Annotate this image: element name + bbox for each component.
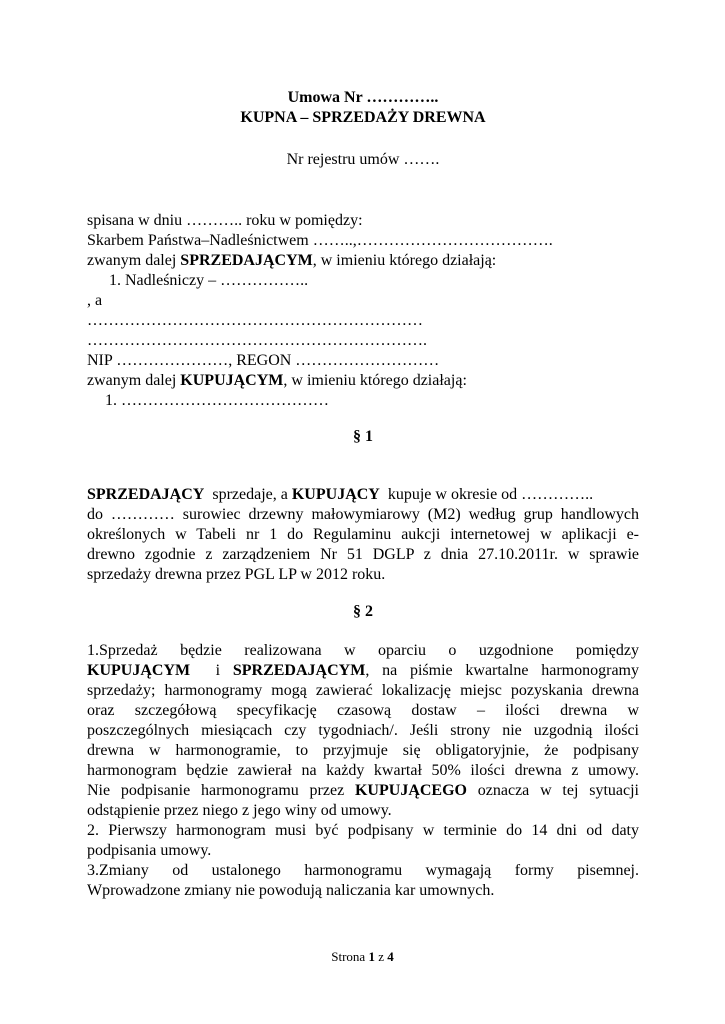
text-span: , w imieniu którego działają:	[283, 372, 467, 389]
paragraph-line: określonych w Tabeli nr 1 do Regulaminu aukcji internetowej w aplikacji e-	[87, 526, 639, 543]
buyer-term: KUPUJĄCY	[291, 486, 380, 503]
section-1-heading: § 1	[353, 428, 373, 445]
paragraph-line: oraz szczegółową specyfikację czasową dostaw – ilości drewna w	[87, 702, 639, 719]
parties-line: ………………………………………………………	[87, 312, 423, 329]
parties-line: 1. …………………………………	[105, 392, 329, 409]
buyer-term: KUPUJĄCEGO	[354, 782, 467, 799]
paragraph-line: do ………… surowiec drzewny małowymiarowy (M2) według grup handlowych	[87, 506, 639, 523]
paragraph-line: 2. Pierwszy harmonogram musi być podpisany w terminie do 14 dni od daty	[87, 822, 639, 839]
seller-term: SPRZEDAJĄCYM	[232, 662, 366, 679]
paragraph-line: poszczególnych miesiącach czy tygodniach/. Jeśli strony nie uzgodnią ilości	[87, 722, 639, 739]
paragraph-line: sprzedaży; harmonogramy mogą zawierać lokalizację miejsc pozyskania drewna	[87, 682, 639, 699]
paragraph-line: odstąpienie przez niego z jego winy od umowy.	[87, 802, 392, 819]
paragraph-line: sprzedaży drewna przez PGL LP w 2012 roku.	[87, 566, 386, 583]
section-1-paragraph	[87, 485, 639, 585]
text-span: , na piśmie kwartalne harmonogramy	[365, 662, 639, 679]
section-2-paragraph	[87, 641, 639, 901]
text-span: , w imieniu którego działają:	[312, 252, 497, 269]
paragraph-line: Wprowadzone zmiany nie powodują naliczania kar umownych.	[87, 882, 495, 899]
contract-type-title: KUPNA – SPRZEDAŻY DREWNA	[240, 109, 486, 126]
page-footer	[0, 949, 725, 965]
parties-line: Skarbem Państwa–Nadleśnictwem ……..,……………………………….	[87, 232, 553, 249]
paragraph-line: drewna w harmonogramie, to przyjmuje się obligatoryjnie, że podpisany	[87, 742, 639, 759]
paragraph-line: 1.Sprzedaż będzie realizowana w oparciu o uzgodnione pomiędzy	[87, 642, 639, 659]
text-span: oznacza w tej sytuacji	[466, 782, 639, 799]
buyer-term: KUPUJĄCYM	[87, 662, 191, 679]
document-header	[87, 88, 639, 128]
parties-line: ……………………………………………………….	[87, 332, 427, 349]
text-span: zwanym dalej	[87, 252, 181, 269]
parties-line: spisana w dniu ……….. roku w pomiędzy:	[87, 212, 363, 229]
registry-number: Nr rejestru umów …….	[286, 151, 440, 168]
seller-term: SPRZEDAJĄCY	[87, 486, 205, 503]
parties-line: NIP …………………, REGON ………………………	[87, 352, 440, 369]
parties-line: 1. Nadleśniczy – ……………..	[109, 272, 309, 289]
page-separator: z	[374, 949, 388, 964]
paragraph-line: harmonogram będzie zawierał na każdy kwartał 50% ilości drewna z umowy.	[87, 762, 639, 779]
paragraph-line	[87, 661, 639, 681]
text-span: kupuje w okresie od …………..	[379, 486, 594, 503]
section-2-heading: § 2	[353, 603, 373, 620]
paragraph-line	[87, 781, 639, 801]
text-span: Nie podpisanie harmonogramu przez	[87, 782, 355, 799]
seller-term: SPRZEDAJĄCYM	[180, 252, 313, 269]
text-span: sprzedaje, a	[204, 486, 292, 503]
total-pages-number: 4	[387, 949, 394, 964]
text-span: zwanym dalej	[87, 372, 181, 389]
text-span: i	[190, 662, 233, 679]
parties-block	[87, 211, 639, 411]
parties-line	[87, 371, 639, 391]
contract-number-title: Umowa Nr …………..	[287, 89, 439, 106]
paragraph-line: podpisania umowy.	[87, 842, 212, 859]
page-label: Strona	[331, 949, 369, 964]
paragraph-line: drewno zgodnie z zarządzeniem Nr 51 DGLP z dnia 27.10.2011r. w sprawie	[87, 546, 639, 563]
paragraph-line	[87, 485, 639, 505]
paragraph-line: 3.Zmiany od ustalonego harmonogramu wymagają formy pisemnej.	[87, 862, 639, 879]
current-page-number: 1	[368, 949, 375, 964]
parties-line: , a	[87, 292, 103, 309]
buyer-term: KUPUJĄCYM	[180, 372, 284, 389]
parties-line	[87, 251, 639, 271]
